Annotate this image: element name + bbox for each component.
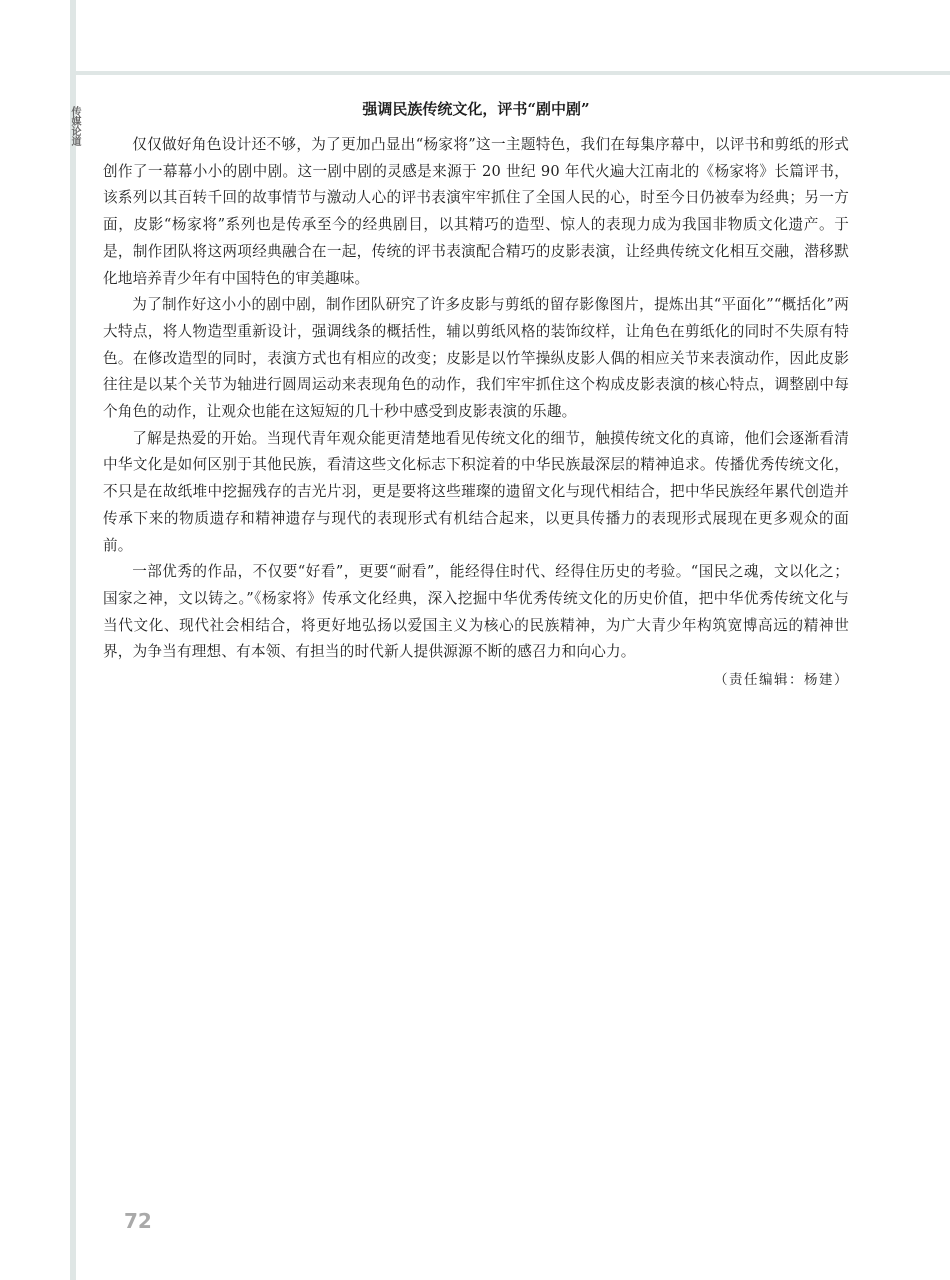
paragraph-1: 仅仅做好角色设计还不够，为了更加凸显出“杨家将”这一主题特色，我们在每集序幕中，以评书和剪纸的形式创作了一幕幕小小的剧中剧。这一剧中剧的灵感是来源于 20 世纪 90 年代火遍大江南北的《杨家将》长篇评书，该系列以其百转千回的故事情节与激动人心的评书表演牢牢抓住了全国人民的心，时至今日仍被奉为经典；另一方面，皮影“杨家将”系列也是传承至今的经典剧目，以其精巧的造型、惊人的表现力成为我国非物质文化遗产。于是，制作团队将这两项经典融合在一起，传统的评书表演配合精巧的皮影表演，让经典传统文化相互交融，潜移默化地培养青少年有中国特色的审美趣味。 — [103, 136, 849, 287]
article-body — [103, 98, 849, 694]
article-title: 强调民族传统文化，评书“剧中剧” — [362, 100, 590, 118]
paragraph-3: 了解是热爱的开始。当现代青年观众能更清楚地看见传统文化的细节，触摸传统文化的真谛，他们会逐渐看清中华文化是如何区别于其他民族，看清这些文化标志下积淀着的中华民族最深层的精神追求。传播优秀传统文化，不只是在故纸堆中挖掘残存的吉光片羽，更是要将这些璀璨的遗留文化与现代相结合，把中华民族经年累代创造并传承下来的物质遗存和精神遗存与现代的表现形式有机结合起来，以更具传播力的表现形式展现在更多观众的面前。 — [103, 429, 849, 554]
page-number: 72 — [124, 1209, 152, 1233]
editor-credit: （责任编辑：杨建） — [714, 672, 849, 689]
paragraph-4: 一部优秀的作品，不仅要“好看”，更要“耐看”，能经得住时代、经得住历史的考验。“国民之魂，文以化之；国家之神，文以铸之。”《杨家将》传承文化经典，深入挖掘中华优秀传统文化的历史价值，把中华优秀传统文化与当代文化、现代社会相结合，将更好地弘扬以爱国主义为核心的民族精神，为广大青少年构筑宽博高远的精神世界，为争当有理想、有本领、有担当的时代新人提供源源不断的感召力和向心力。 — [103, 563, 849, 661]
left-margin-bar — [70, 0, 76, 1280]
section-label: 传媒论道 — [69, 106, 80, 146]
header-rule — [76, 71, 950, 75]
paragraph-2: 为了制作好这小小的剧中剧，制作团队研究了许多皮影与剪纸的留存影像图片，提炼出其“平面化”“概括化”两大特点，将人物造型重新设计，强调线条的概括性，辅以剪纸风格的装饰纹样，让角色在剪纸化的同时不失原有特色。在修改造型的同时，表演方式也有相应的改变；皮影是以竹竿操纵皮影人偶的相应关节来表演动作，因此皮影往往是以某个关节为轴进行圆周运动来表现角色的动作，我们牢牢抓住这个构成皮影表演的核心特点，调整剧中每个角色的动作，让观众也能在这短短的几十秒中感受到皮影表演的乐趣。 — [103, 296, 849, 421]
